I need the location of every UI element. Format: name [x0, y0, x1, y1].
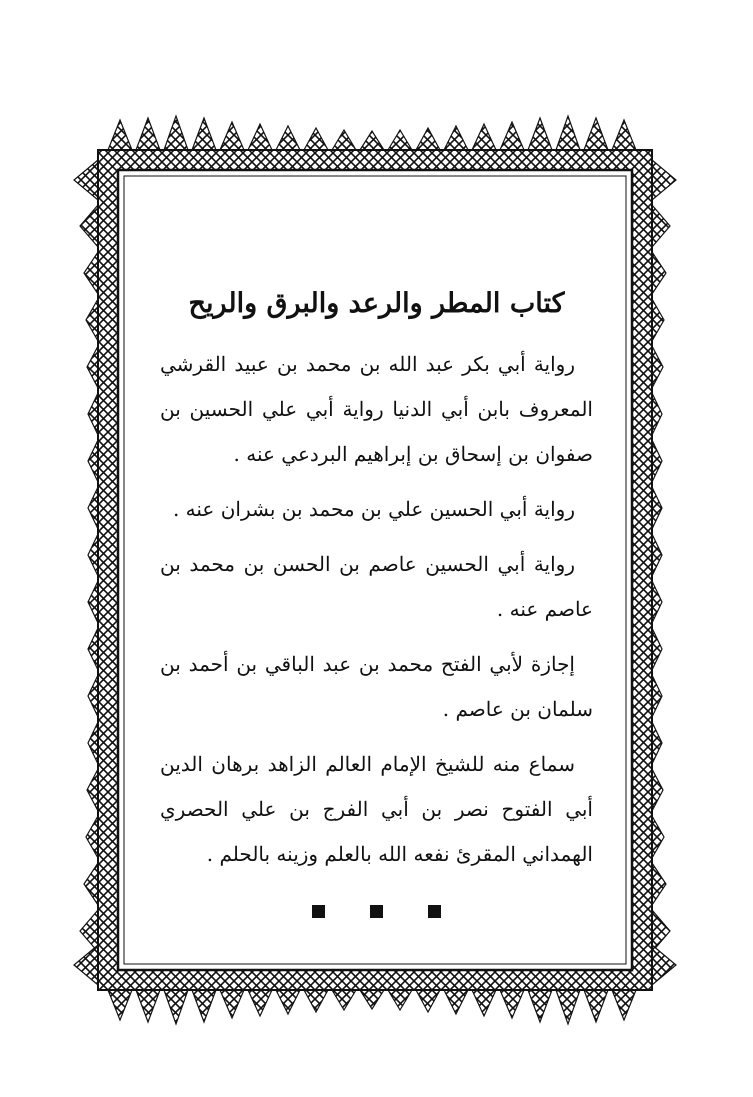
ornament-row	[160, 903, 593, 922]
square-ornament-icon	[312, 905, 325, 918]
paragraph-narration-ibn-abi-dunya: رواية أبي بكر عبد الله بن محمد بن عبيد القرشي المعروف بابن أبي الدنيا رواية أبي علي الحسين بن صفوان بن إسحاق بن إبراهيم البردعي عنه .	[160, 352, 593, 466]
bottom-spikes	[108, 990, 636, 1024]
paragraph-narration-asim: رواية أبي الحسين عاصم بن الحسن بن محمد بن عاصم عنه .	[160, 552, 593, 621]
square-ornament-icon	[370, 905, 383, 918]
paragraph-sama: سماع منه للشيخ الإمام العالم الزاهد برهان الدين أبي الفتوح نصر بن أبي الفرج بن علي الحصري الهمداني المقرئ نفعه الله بالعلم وزينه بالحلم .	[160, 752, 593, 866]
paragraph-narration-ibn-bishran: رواية أبي الحسين علي بن محمد بن بشران عنه .	[172, 497, 575, 521]
left-spikes	[74, 160, 98, 985]
book-title: كتاب المطر والرعد والبرق والريح	[188, 288, 565, 319]
paragraph-ijaza: إجازة لأبي الفتح محمد بن عبد الباقي بن أحمد بن سلمان بن عاصم .	[160, 652, 593, 721]
square-ornament-icon	[428, 905, 441, 918]
right-spikes	[652, 160, 676, 985]
top-spikes	[108, 116, 636, 150]
page-text	[160, 280, 593, 922]
